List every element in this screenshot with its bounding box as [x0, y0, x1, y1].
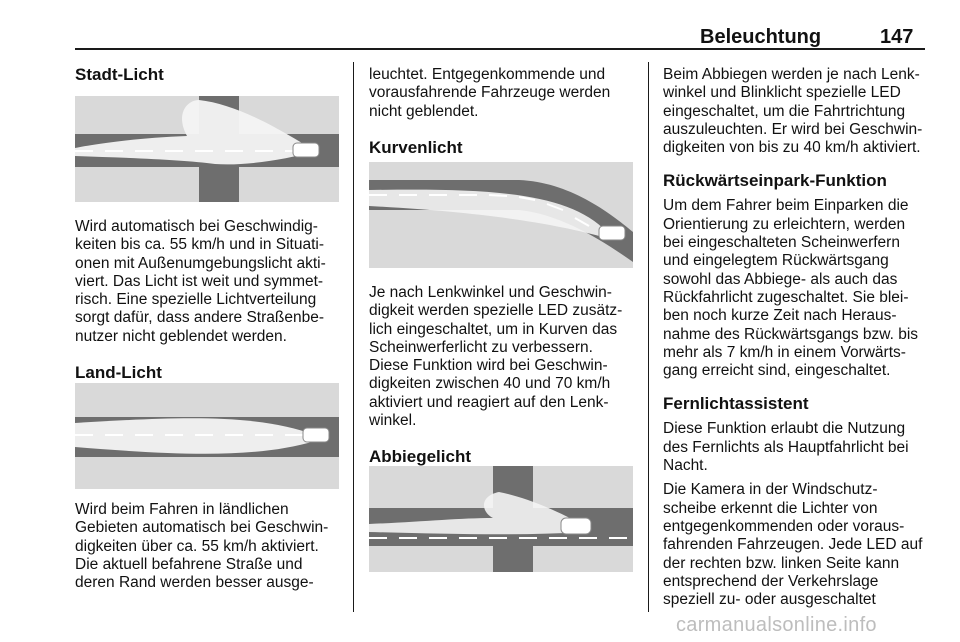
column-3 — [663, 66, 935, 609]
figure-stadt-licht — [75, 96, 339, 202]
figure-land-licht — [75, 383, 339, 489]
page-number: 147 — [880, 26, 914, 48]
paragraph: Wird beim Fahren in ländlichen Gebieten automatisch bei Geschwin- digkeiten über ca. 55 km/h aktiviert. Die aktuell befahrene Straße und deren Rand werden besser ausge- — [75, 501, 329, 592]
figure-kurvenlicht — [369, 162, 633, 268]
paragraph: Die Kamera in der Windschutz- scheibe erkennt die Lichter von entgegenkommenden oder voraus- fahrenden Fahrzeugen. Jede LED auf der rechten bzw. linken Seite kann entsprechend der Verkehrslage speziell zu- oder ausgeschaltet — [663, 481, 923, 609]
heading-kurvenlicht: Kurvenlicht — [369, 137, 463, 157]
paragraph: Diese Funktion erlaubt die Nutzung des Fernlichts als Hauptfahrlicht bei Nacht. — [663, 420, 909, 475]
paragraph: Je nach Lenkwinkel und Geschwin- digkeit werden spezielle LED zusätz- lich eingeschaltet, um in Kurven das Scheinwerferlicht zu verbessern. Diese Funktion wird bei Geschwin- digkeiten zwischen 40 und 70 km/h aktiviert und reagiert auf den Lenk- winkel. — [369, 284, 623, 430]
paragraph: leuchtet. Entgegenkommende und vorausfahrende Fahrzeuge werden nicht geblendet. — [369, 66, 611, 120]
column-1 — [75, 65, 347, 85]
column-2-text-a — [369, 66, 641, 158]
column-1-text-a — [75, 218, 347, 383]
column-2-text-b — [369, 284, 644, 467]
heading-abbiegelicht: Abbiegelicht — [369, 447, 472, 467]
heading-stadt-licht: Stadt-Licht — [75, 65, 164, 84]
column-divider-2 — [648, 62, 649, 612]
heading-fernlichtassistent: Fernlichtassistent — [663, 394, 809, 414]
watermark: carmanualsonline.info — [676, 614, 877, 636]
heading-rueckwaertseinpark-funktion: Rückwärtseinpark-Funktion — [663, 171, 887, 191]
header-divider — [75, 48, 925, 50]
paragraph: Wird automatisch bei Geschwindig- keiten bis ca. 55 km/h und in Situati- onen mit Außenumgebungslicht akti- viert. Das Licht ist weit und symmet- risch. Eine spezielle Lichtverteilung sorgt dafür, dass andere Straßenbe- nutzer nicht geblendet werden. — [75, 218, 326, 345]
column-divider-1 — [353, 62, 354, 612]
column-1-text-b — [75, 501, 347, 592]
paragraph: Um dem Fahrer beim Einparken die Orientierung zu erleichtern, werden bei eingeschalteten Scheinwerfern und eingelegtem Rückwärtsgang sowohl das Abbiege- als auch das Rückfahrlicht zugeschaltet. Sie blei- ben noch kurze Zeit nach Heraus- nahme des Rückwärtsgangs bzw. bis mehr als 7 km/h in einem Vorwärts- gang erreicht sind, eingeschaltet. — [663, 197, 919, 380]
section-title: Beleuchtung — [700, 26, 822, 48]
heading-land-licht: Land-Licht — [75, 363, 162, 383]
figure-abbiegelicht — [369, 466, 633, 572]
paragraph: Beim Abbiegen werden je nach Lenk- winkel und Blinklicht spezielle LED eingeschaltet, um die Fahrtrichtung auszuleuchten. Er wird bei Geschwin- digkeiten von bis zu 40 km/h aktiviert. — [663, 66, 923, 157]
